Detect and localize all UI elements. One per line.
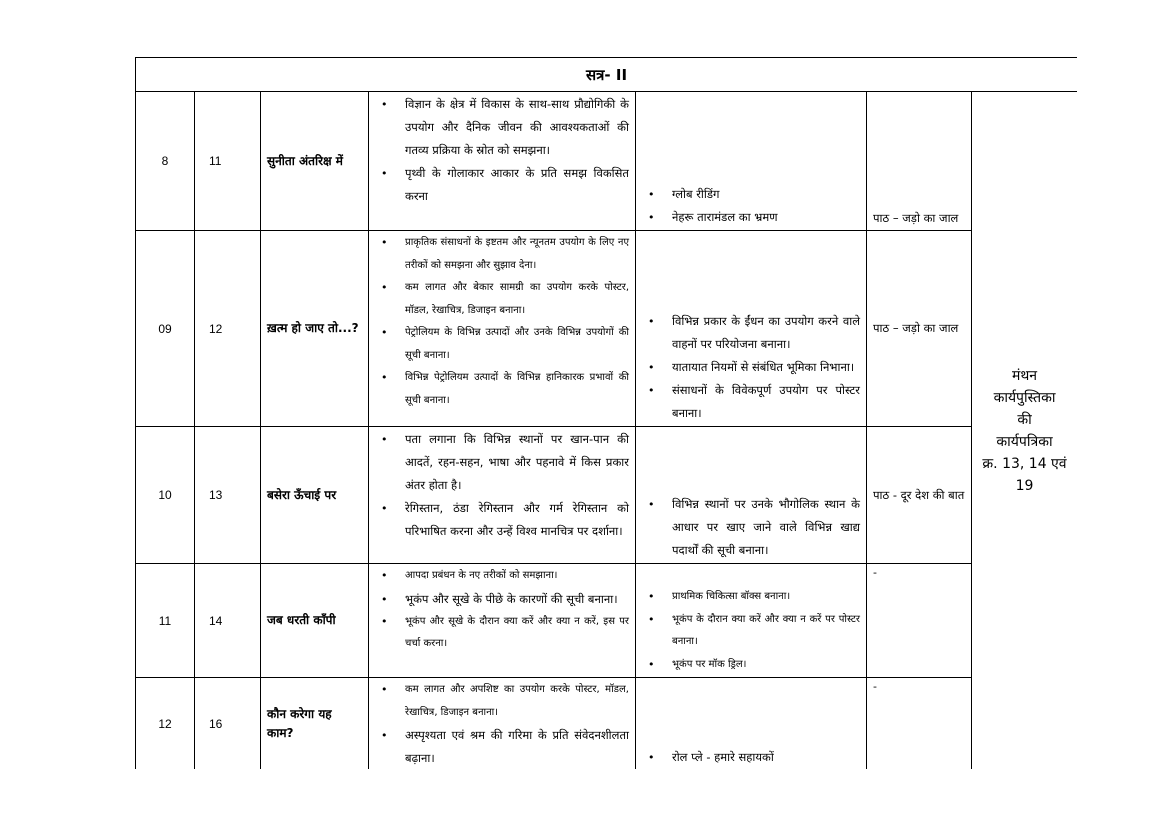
activity-item: • भूकंप के दौरान क्या करें और क्या न करें पर पोस्टर बनाना। bbox=[644, 609, 860, 654]
activity-item: • विभिन्न स्थानों पर उनके भौगोलिक स्थान के आधार पर खाए जाने वाले विभिन्न खाद्य पदार्थों की सूची बनाना। bbox=[644, 493, 860, 562]
manthan-line: क्र. 13, 14 एवं bbox=[982, 456, 1067, 472]
objective-item: • आपदा प्रबंधन के नए तरीकों को समझाना। bbox=[377, 565, 629, 588]
integrated-lesson: - bbox=[867, 564, 972, 678]
chapter-number: 11 bbox=[195, 92, 261, 231]
learning-objectives bbox=[369, 564, 636, 678]
serial-number: 8 bbox=[136, 92, 195, 231]
learning-objectives bbox=[369, 678, 636, 770]
activity-item: • संसाधनों के विवेकपूर्ण उपयोग पर पोस्टर बनाना। bbox=[644, 379, 860, 425]
chapter-title: जब धरती काँपी bbox=[261, 564, 369, 678]
activities bbox=[636, 678, 867, 770]
table-row bbox=[136, 427, 1078, 564]
session-header: सत्र- II bbox=[136, 58, 1078, 92]
objective-item: • पृथ्वी के गोलाकार आकार के प्रति समझ विकसित करना bbox=[377, 162, 629, 208]
objective-item: • विभिन्न पेट्रोलियम उत्पादों के विभिन्न हानिकारक प्रभावों की सूची बनाना। bbox=[377, 367, 629, 412]
manthan-line: कार्यपत्रिका bbox=[996, 434, 1053, 450]
syllabus-table bbox=[135, 57, 1077, 769]
chapter-number: 12 bbox=[195, 231, 261, 427]
serial-number: 11 bbox=[136, 564, 195, 678]
activity-item: • यातायात नियमों से संबंधित भूमिका निभाना। bbox=[644, 356, 860, 379]
manthan-workbook-reference bbox=[972, 92, 1078, 770]
objective-item: • पता लगाना कि विभिन्न स्थानों पर खान-पान की आदतें, रहन-सहन, भाषा और पहनावे में किस प्रकार अंतर होता है। bbox=[377, 428, 629, 497]
serial-number: 10 bbox=[136, 427, 195, 564]
activities bbox=[636, 564, 867, 678]
table-row bbox=[136, 564, 1078, 678]
chapter-number: 16 bbox=[195, 678, 261, 770]
integrated-lesson: पाठ – जड़ो का जाल bbox=[867, 231, 972, 427]
chapter-title: सुनीता अंतरिक्ष में bbox=[261, 92, 369, 231]
objective-item: • रेगिस्तान, ठंडा रेगिस्तान और गर्म रेगिस्तान को परिभाषित करना और उन्हें विश्व मानचित्र पर दर्शाना। bbox=[377, 497, 629, 543]
learning-objectives bbox=[369, 92, 636, 231]
activities bbox=[636, 427, 867, 564]
objective-item: • विज्ञान के क्षेत्र में विकास के साथ-साथ प्रौद्योगिकी के उपयोग और दैनिक जीवन की आवश्यकताओं की गतव्य प्रक्रिया के स्रोत को समझना। bbox=[377, 93, 629, 162]
chapter-title: ख़त्म हो जाए तो...? bbox=[261, 231, 369, 427]
manthan-line: 19 bbox=[1015, 478, 1034, 494]
integrated-lesson: पाठ – जड़ो का जाल bbox=[867, 92, 972, 231]
serial-number: 09 bbox=[136, 231, 195, 427]
activity-item: • भूकंप पर मॉक ड्रिल। bbox=[644, 654, 860, 677]
objective-item: • अस्पृश्यता एवं श्रम की गरिमा के प्रति संवेदनशीलता बढ़ाना। bbox=[377, 724, 629, 769]
table-row bbox=[136, 678, 1078, 770]
activity-item: • रोल प्ले - हमारे सहायकों bbox=[644, 746, 860, 769]
chapter-number: 14 bbox=[195, 564, 261, 678]
activities bbox=[636, 92, 867, 231]
manthan-line: कार्यपुस्तिका bbox=[993, 390, 1056, 406]
table-row bbox=[136, 92, 1078, 231]
objective-item: • पेट्रोलियम के विभिन्न उत्पादों और उनके विभिन्न उपयोगों की सूची बनाना। bbox=[377, 322, 629, 367]
table-row bbox=[136, 231, 1078, 427]
activities bbox=[636, 231, 867, 427]
chapter-title: बसेरा ऊँचाई पर bbox=[261, 427, 369, 564]
learning-objectives bbox=[369, 231, 636, 427]
manthan-line: की bbox=[1017, 412, 1032, 428]
objective-item: • भूकंप और सूखे के पीछे के कारणों की सूची बनाना। bbox=[377, 588, 629, 611]
objective-item: • भूकंप और सूखे के दौरान क्या करें और क्या न करें, इस पर चर्चा करना। bbox=[377, 611, 629, 656]
activity-item: • नेहरू तारामंडल का भ्रमण bbox=[644, 206, 860, 229]
activity-item: • प्राथमिक चिकित्सा बॉक्स बनाना। bbox=[644, 586, 860, 609]
activity-item: • विभिन्न प्रकार के ईंधन का उपयोग करने वाले वाहनों पर परियोजना बनाना। bbox=[644, 310, 860, 356]
chapter-title: कौन करेगा यह काम? bbox=[261, 678, 369, 770]
integrated-lesson: पाठ - दूर देश की बात bbox=[867, 427, 972, 564]
activity-item: • ग्लोब रीडिंग bbox=[644, 183, 860, 206]
integrated-lesson: - bbox=[867, 678, 972, 770]
objective-item: • कम लागत और अपशिष्ट का उपयोग करके पोस्टर, मॉडल, रेखाचित्र, डिजाइन बनाना। bbox=[377, 679, 629, 724]
serial-number: 12 bbox=[136, 678, 195, 770]
manthan-line: मंथन bbox=[1011, 368, 1038, 384]
chapter-number: 13 bbox=[195, 427, 261, 564]
syllabus-page bbox=[135, 57, 1077, 769]
objective-item: • कम लागत और बेकार सामग्री का उपयोग करके पोस्टर, मॉडल, रेखाचित्र, डिजाइन बनाना। bbox=[377, 277, 629, 322]
learning-objectives bbox=[369, 427, 636, 564]
objective-item: • प्राकृतिक संसाधनों के इष्टतम और न्यूनतम उपयोग के लिए नए तरीकों को समझना और सुझाव देना। bbox=[377, 232, 629, 277]
